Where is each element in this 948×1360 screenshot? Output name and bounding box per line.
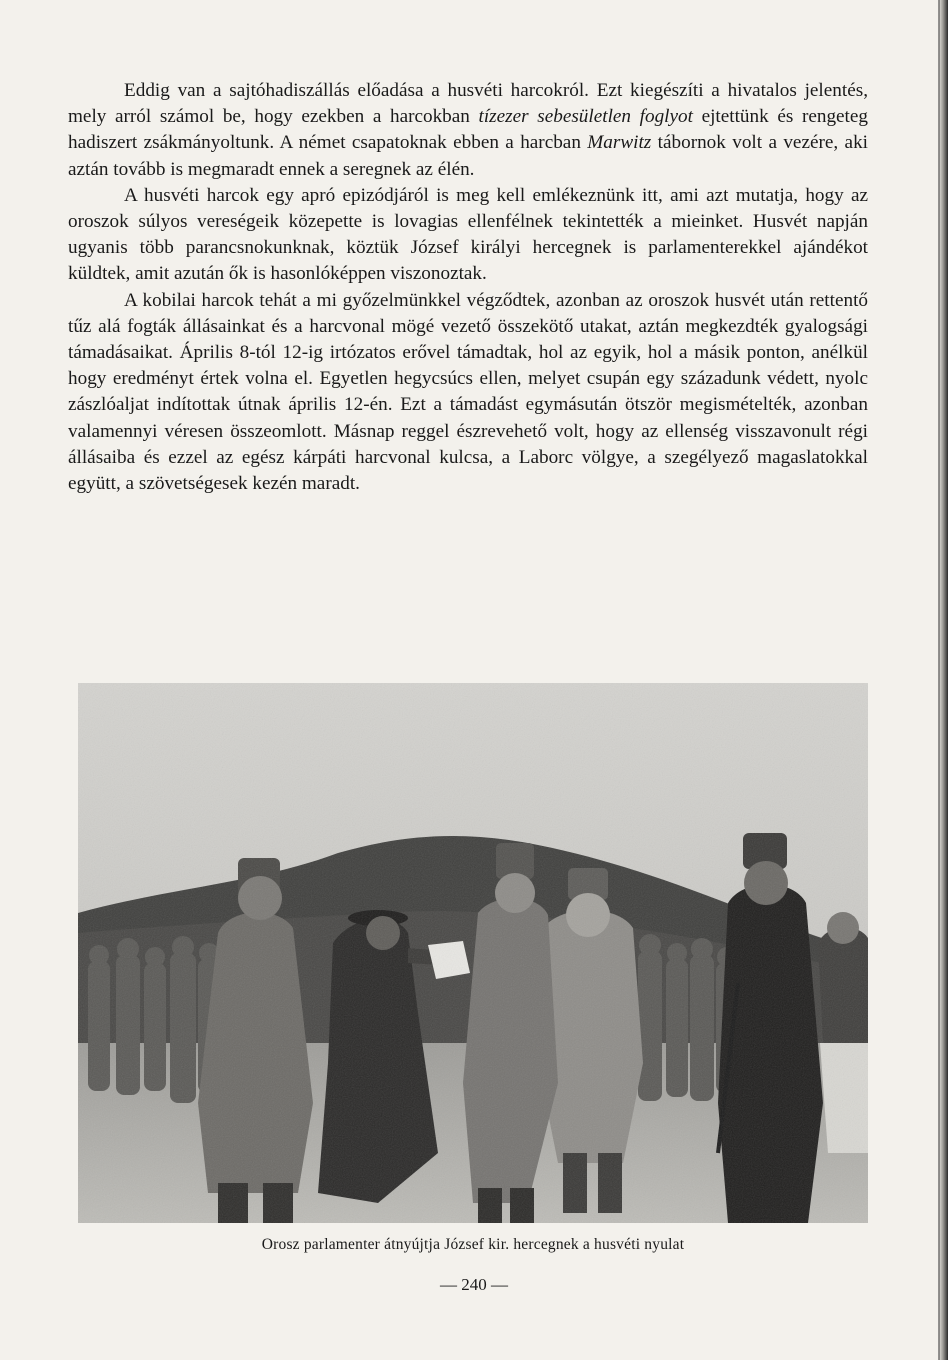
text-segment: ejtettünk és rengeteg hadiszert zsákmányoltunk. A német csapatoknak ebben a harcban: [68, 106, 868, 154]
text-segment: Marwitz: [587, 132, 652, 154]
text-segment: tábornok volt a vezére, aki aztán tovább is megmaradt ennek a seregnek az élén.: [68, 132, 869, 180]
paragraph-3: [68, 288, 868, 498]
body-text: [68, 78, 868, 497]
photo-caption: Orosz parlamenter átnyújtja József kir. hercegnek a husvéti nyulat: [261, 1236, 685, 1253]
photo-illustration: [78, 683, 868, 1223]
text-segment: tízezer sebesületlen foglyot: [478, 106, 693, 128]
text-segment: A husvéti harcok egy apró epizódjáról is meg kell emlékeznünk itt, ami azt mutatja, hogy az oroszok súlyos vereségeik közepette is lovagias ellenfélnek tekintették a mieinket. Husvét napján ugyanis több parancsnokunknak, köztük József királyi hercegnek is parlamenterekkel ajándékot küldtek, amit azután ők is hasonlóképpen viszonoztak.: [68, 184, 868, 285]
text-segment: A kobilai harcok tehát a mi győzelmünkkel végződtek, azonban az oroszok husvét után rettentő tűz alá fogták állásainkat és a harcvonal mögé vezető összekötő utakat, aztán megkezdték gyalogsági támadásaikat. Április 8-tól 12-ig irtózatos erővel támadtak, hol az egyik, hol a másik ponton, anélkül hogy eredményt értek volna el. Egyetlen hegycsúcs ellen, melyet csupán egy századunk védett, nyolc zászlóaljat indítottak útnak április 12-én. Ezt a támadást egymásután ötször megismételték, azonban valamennyi véresen összeomlott. Másnap reggel észrevehető volt, hogy az ellenség visszavonult régi állásaiba és ezzel az egész kárpáti harcvonal kulcsa, a Laborc völgye, a szegélyező magaslatokkal együtt, a szövetségesek kezén maradt.: [68, 289, 868, 495]
scan-edge-line: [938, 0, 940, 1360]
paragraph-2: [68, 183, 868, 288]
page-number: — 240 —: [440, 1275, 508, 1294]
text-segment: Eddig van a sajtóhadiszállás előadása a husvéti harcokról. Ezt kiegészíti a hivatalos jelentés, mely arról számol be, hogy ezekben a harcokban: [68, 80, 868, 128]
paragraph-1: [68, 78, 868, 183]
photograph: [78, 683, 868, 1223]
